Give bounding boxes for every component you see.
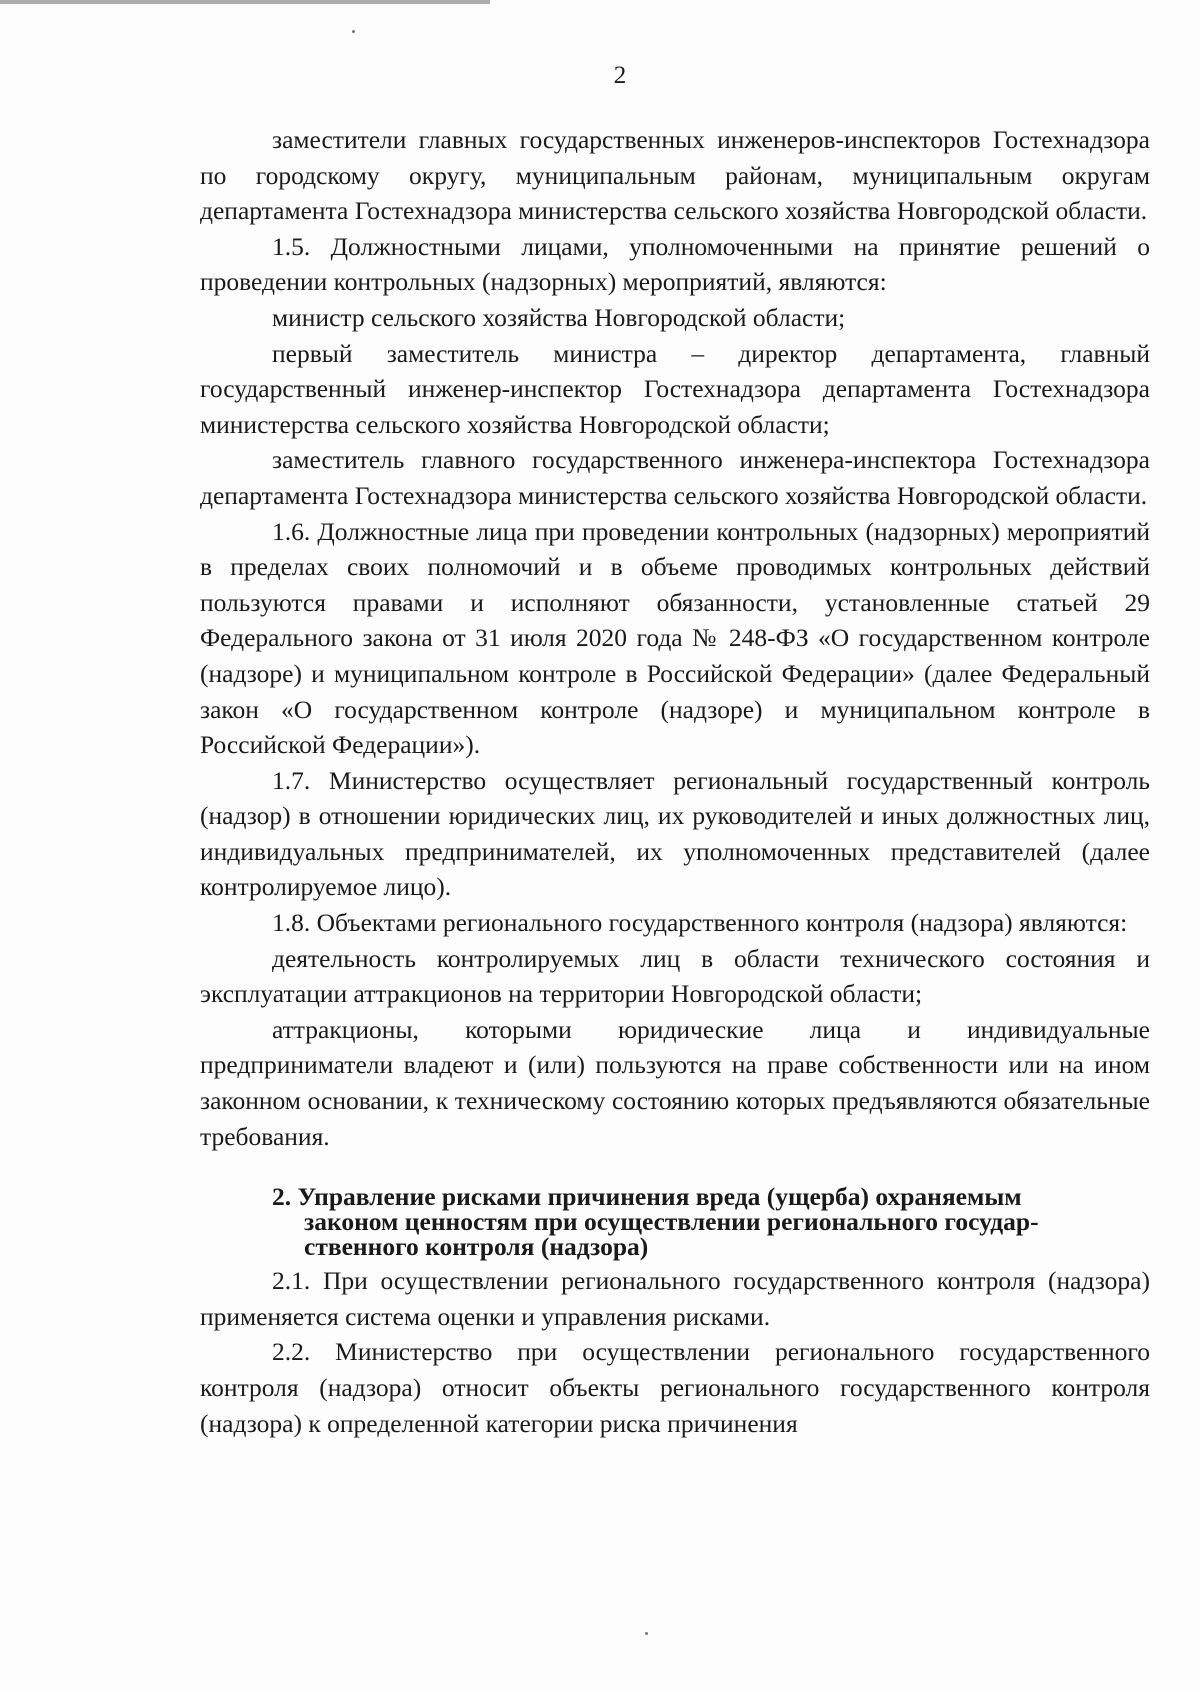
paragraph-1-6: 1.6. Должностные лица при проведении контрольных (надзорных) мероприятий в пределах своих полномочий и в объеме проводимых контрольных действий пользуются правами и исполняют обязанности, установленные статьей 29 Федерального закона от 31 июля 2020 года № 248-ФЗ «О государственном контроле (надзоре) и муниципальном контроле в Российской Федерации» (далее Федеральный закон «О государственном контроле (надзоре) и муниципальном контроле в Российской Федерации»). (200, 516, 1150, 760)
scan-top-edge (0, 0, 490, 4)
paragraph-attractions: аттракционы, которыми юридические лица и индивидуальные предприниматели владеют и (или) пользуются на праве собственности или на ином законном основании, к техническому состоянию которых предъявляются обязательные требования. (200, 1014, 1150, 1151)
document-body (200, 122, 1150, 1441)
paragraph-activity: деятельность контролируемых лиц в области технического состояния и эксплуатации аттракционов на территории Новгородской области; (200, 943, 1150, 1009)
paragraph-2-1: 2.1. При осуществлении регионального государственного контроля (надзора) применяется система оценки и управления рисками. (200, 1266, 1150, 1331)
paragraph-1-5: 1.5. Должностными лицами, уполномоченными на принятие решений о проведении контрольных (надзорных) мероприятий, являются: (200, 231, 1150, 297)
paragraph-minister: министр сельского хозяйства Новгородской области; (272, 302, 846, 332)
paragraph-2-2: 2.2. Министерство при осуществлении регионального государственного контроля (надзора) относит объекты регионального государственного контроля (надзора) к определенной категории риска причинения (200, 1337, 1150, 1438)
section-2-heading (272, 1182, 1150, 1262)
paragraph-1-8: 1.8. Объектами регионального государственного контроля (надзора) являются: (272, 908, 1128, 938)
paragraph-deputy-chief: заместитель главного государственного инженера-инспектора Гостехнадзора департамента Гостехнадзора министерства сельского хозяйства Новгородской области. (200, 445, 1150, 510)
paragraph-deputies: заместители главных государственных инженеров-инспекторов Гостехнадзора по городскому округу, муниципальным районам, муниципальным округам департамента Гостехнадзора министерства сельского хозяйства Новгородской области. (200, 125, 1150, 226)
heading-line: ственного контроля (надзора) (304, 1232, 649, 1262)
scan-speck (352, 30, 355, 33)
paragraph-first-deputy: первый заместитель министра – директор департамента, главный государственный инженер-инспектор Гостехнадзора департамента Гостехнадзора министерства сельского хозяйства Новгородской области; (200, 338, 1150, 439)
heading-line: 2. Управление рисками причинения вреда (ущерба) охраняемым (272, 1182, 1022, 1212)
heading-line: законом ценностям при осуществлении регионального государ- (304, 1207, 1039, 1237)
page-number: 2 (613, 62, 627, 89)
paragraph-1-7: 1.7. Министерство осуществляет региональный государственный контроль (надзор) в отношении юридических лиц, их руководителей и иных должностных лиц, индивидуальных предпринимателей, их уполномоченных представителей (далее контролируемое лицо). (200, 765, 1150, 902)
scan-speck (645, 1632, 648, 1635)
